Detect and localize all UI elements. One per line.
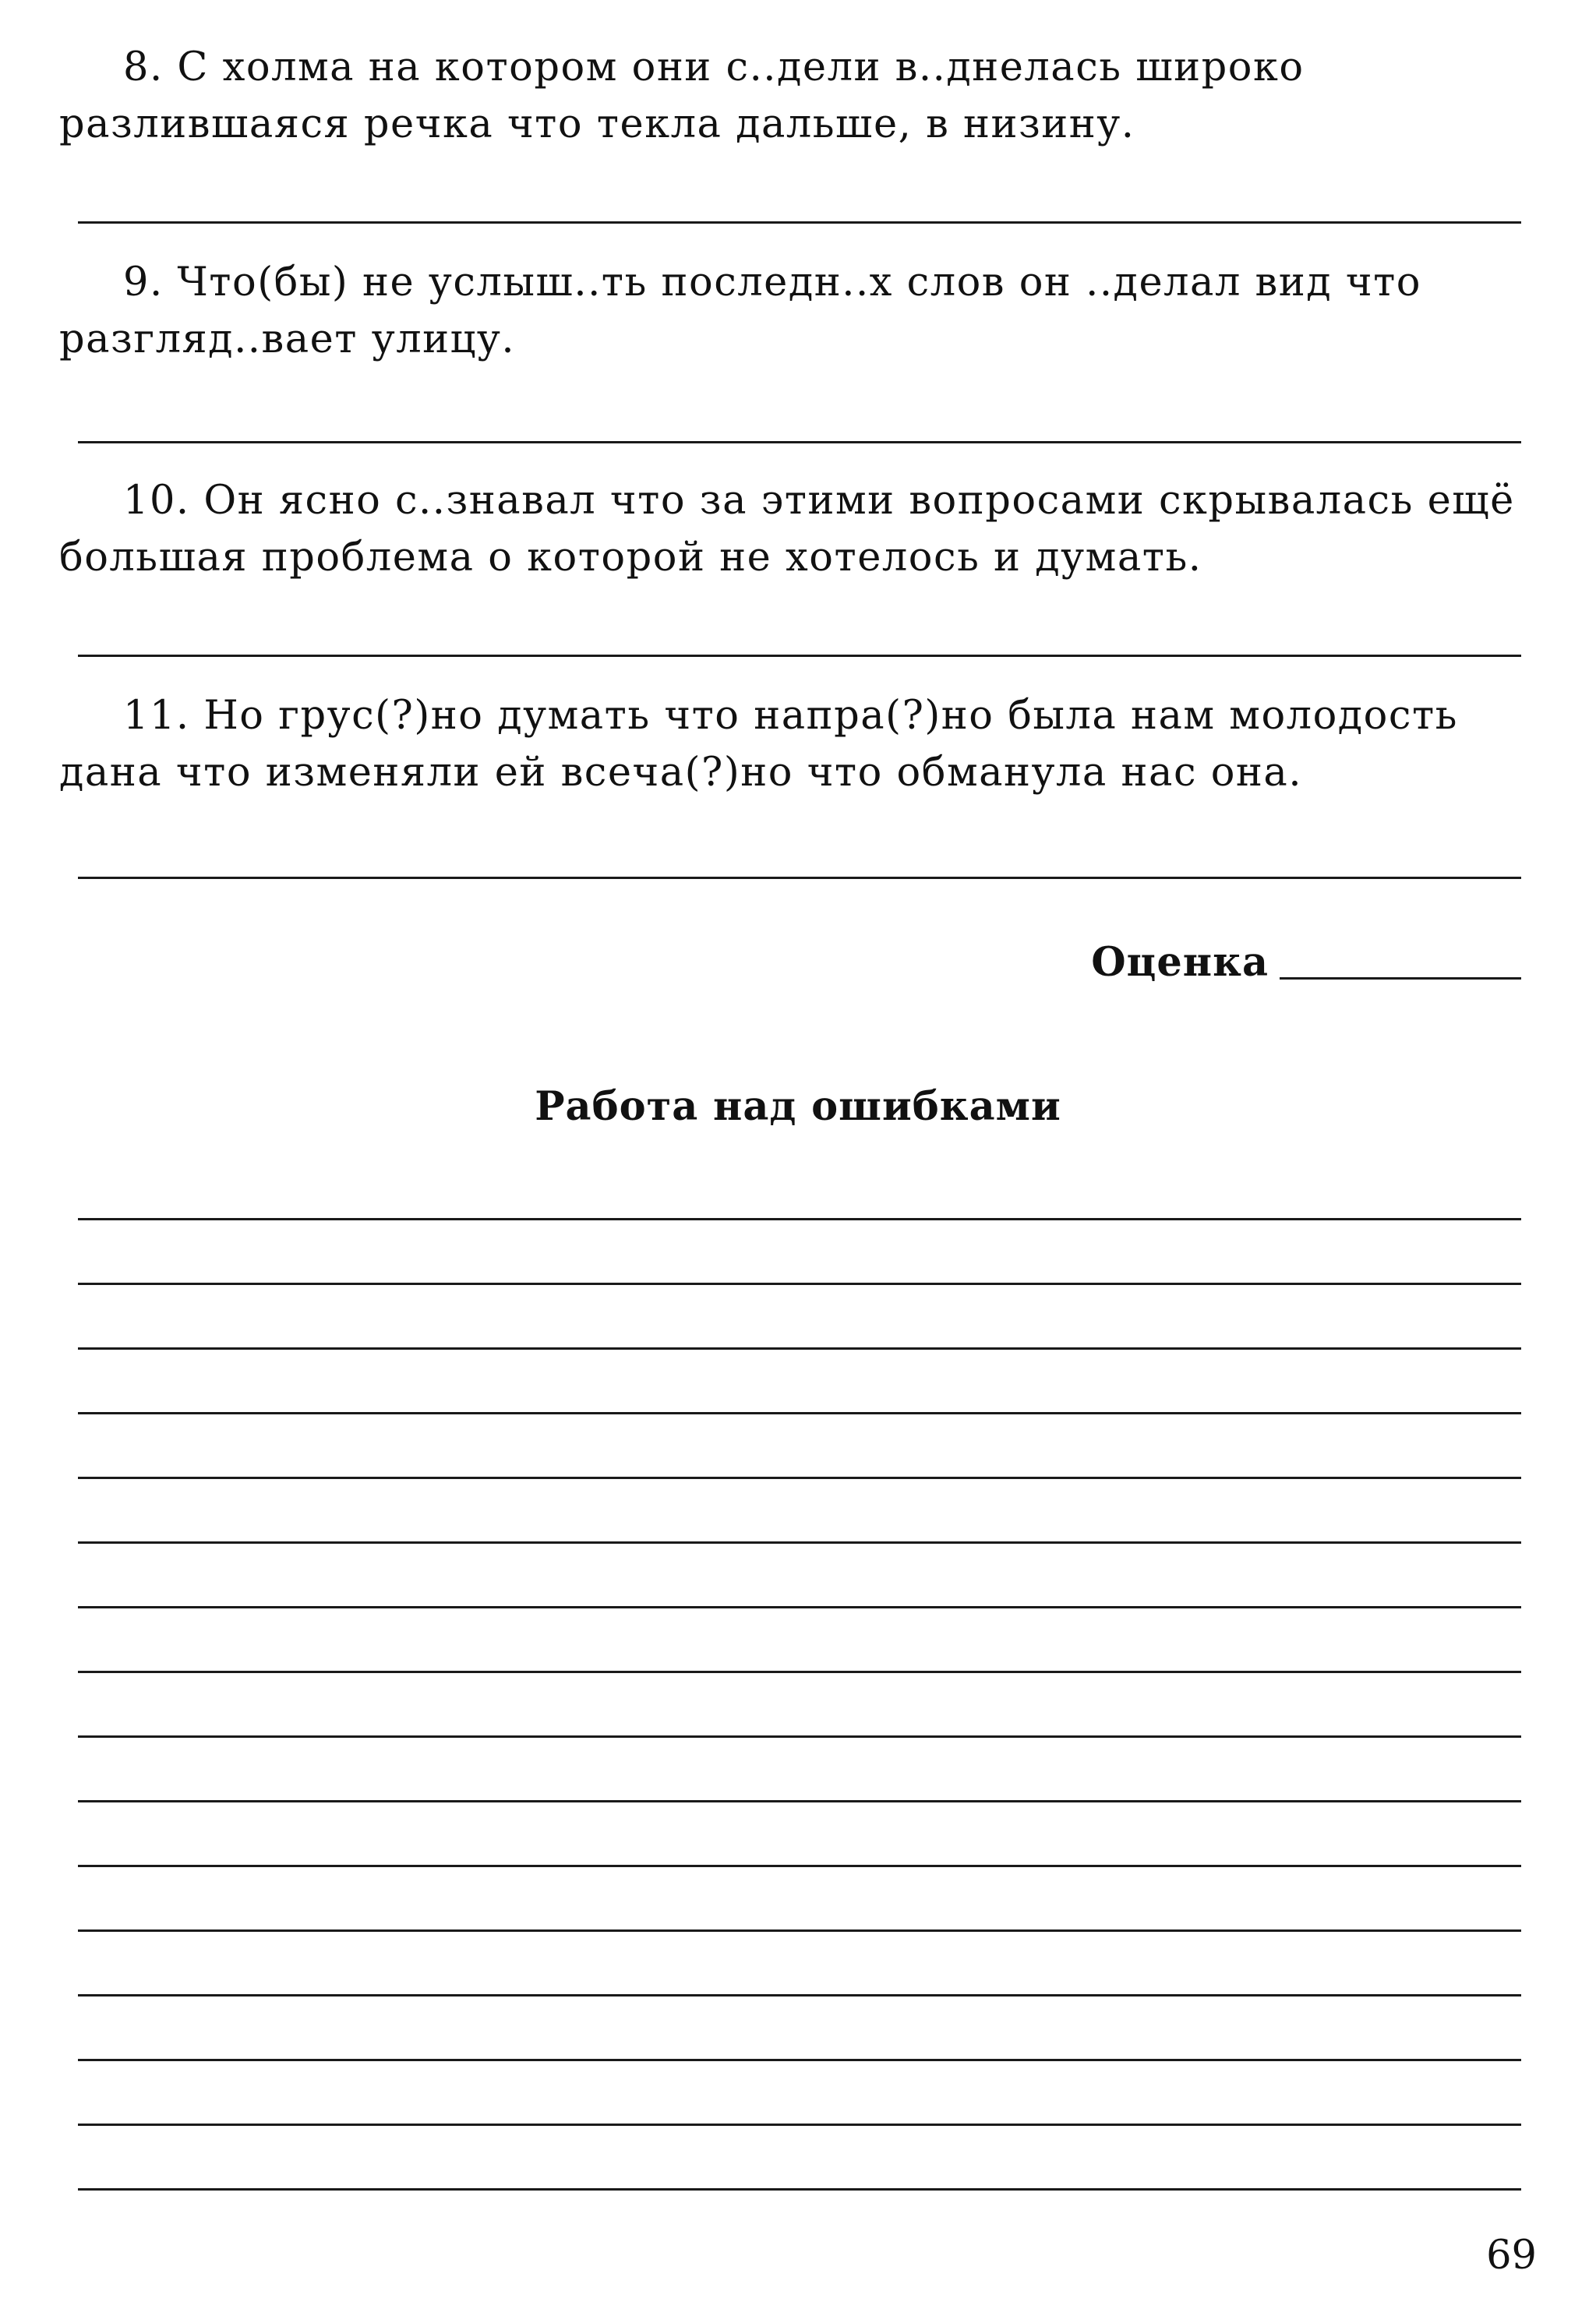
exercise-number: 9. bbox=[123, 259, 164, 305]
grade-field bbox=[1091, 939, 1521, 986]
writing-line[interactable] bbox=[78, 1283, 1521, 1285]
answer-line-10[interactable] bbox=[78, 655, 1521, 657]
exercise-number: 8. bbox=[123, 44, 164, 90]
writing-line[interactable] bbox=[78, 1994, 1521, 1996]
writing-line[interactable] bbox=[78, 1671, 1521, 1673]
exercise-text: Что(бы) не услыш..ть последн..х слов он ..делал вид что разгляд..вает улицу. bbox=[59, 259, 1422, 362]
exercise-11 bbox=[59, 687, 1540, 801]
grade-label: Оценка bbox=[1091, 939, 1269, 986]
page-number: 69 bbox=[1486, 2233, 1537, 2279]
exercise-text: С холма на котором они с..дели в..днелась широко разлившаяся речка что текла дальше, в низину. bbox=[59, 44, 1305, 147]
exercise-10 bbox=[59, 472, 1540, 586]
writing-line[interactable] bbox=[78, 1541, 1521, 1544]
writing-line[interactable] bbox=[78, 1929, 1521, 1932]
writing-line[interactable] bbox=[78, 1800, 1521, 1802]
writing-line[interactable] bbox=[78, 2124, 1521, 2126]
exercise-text: Он ясно с..знавал что за этими вопросами скрывалась ещё большая проблема о которой не хотелось и думать. bbox=[59, 478, 1515, 581]
writing-line[interactable] bbox=[78, 1477, 1521, 1479]
writing-line[interactable] bbox=[78, 1412, 1521, 1414]
answer-line-8[interactable] bbox=[78, 221, 1521, 224]
exercise-number: 11. bbox=[123, 693, 190, 739]
exercise-8 bbox=[59, 39, 1540, 153]
writing-line[interactable] bbox=[78, 1735, 1521, 1738]
answer-line-11[interactable] bbox=[78, 877, 1521, 879]
exercise-text: Но грус(?)но думать что напра(?)но была нам молодость дана что изменяли ей всеча(?)но что обманула нас она. bbox=[59, 693, 1458, 796]
exercise-number: 10. bbox=[123, 478, 190, 524]
exercise-9 bbox=[59, 254, 1540, 368]
writing-line[interactable] bbox=[78, 1218, 1521, 1220]
writing-line[interactable] bbox=[78, 2059, 1521, 2061]
writing-line[interactable] bbox=[78, 1865, 1521, 1867]
writing-line[interactable] bbox=[78, 2188, 1521, 2191]
answer-line-9[interactable] bbox=[78, 441, 1521, 443]
writing-line[interactable] bbox=[78, 1347, 1521, 1350]
errors-heading: Работа над ошибками bbox=[535, 1083, 1061, 1130]
grade-input-line[interactable] bbox=[1280, 977, 1521, 980]
writing-line[interactable] bbox=[78, 1606, 1521, 1608]
